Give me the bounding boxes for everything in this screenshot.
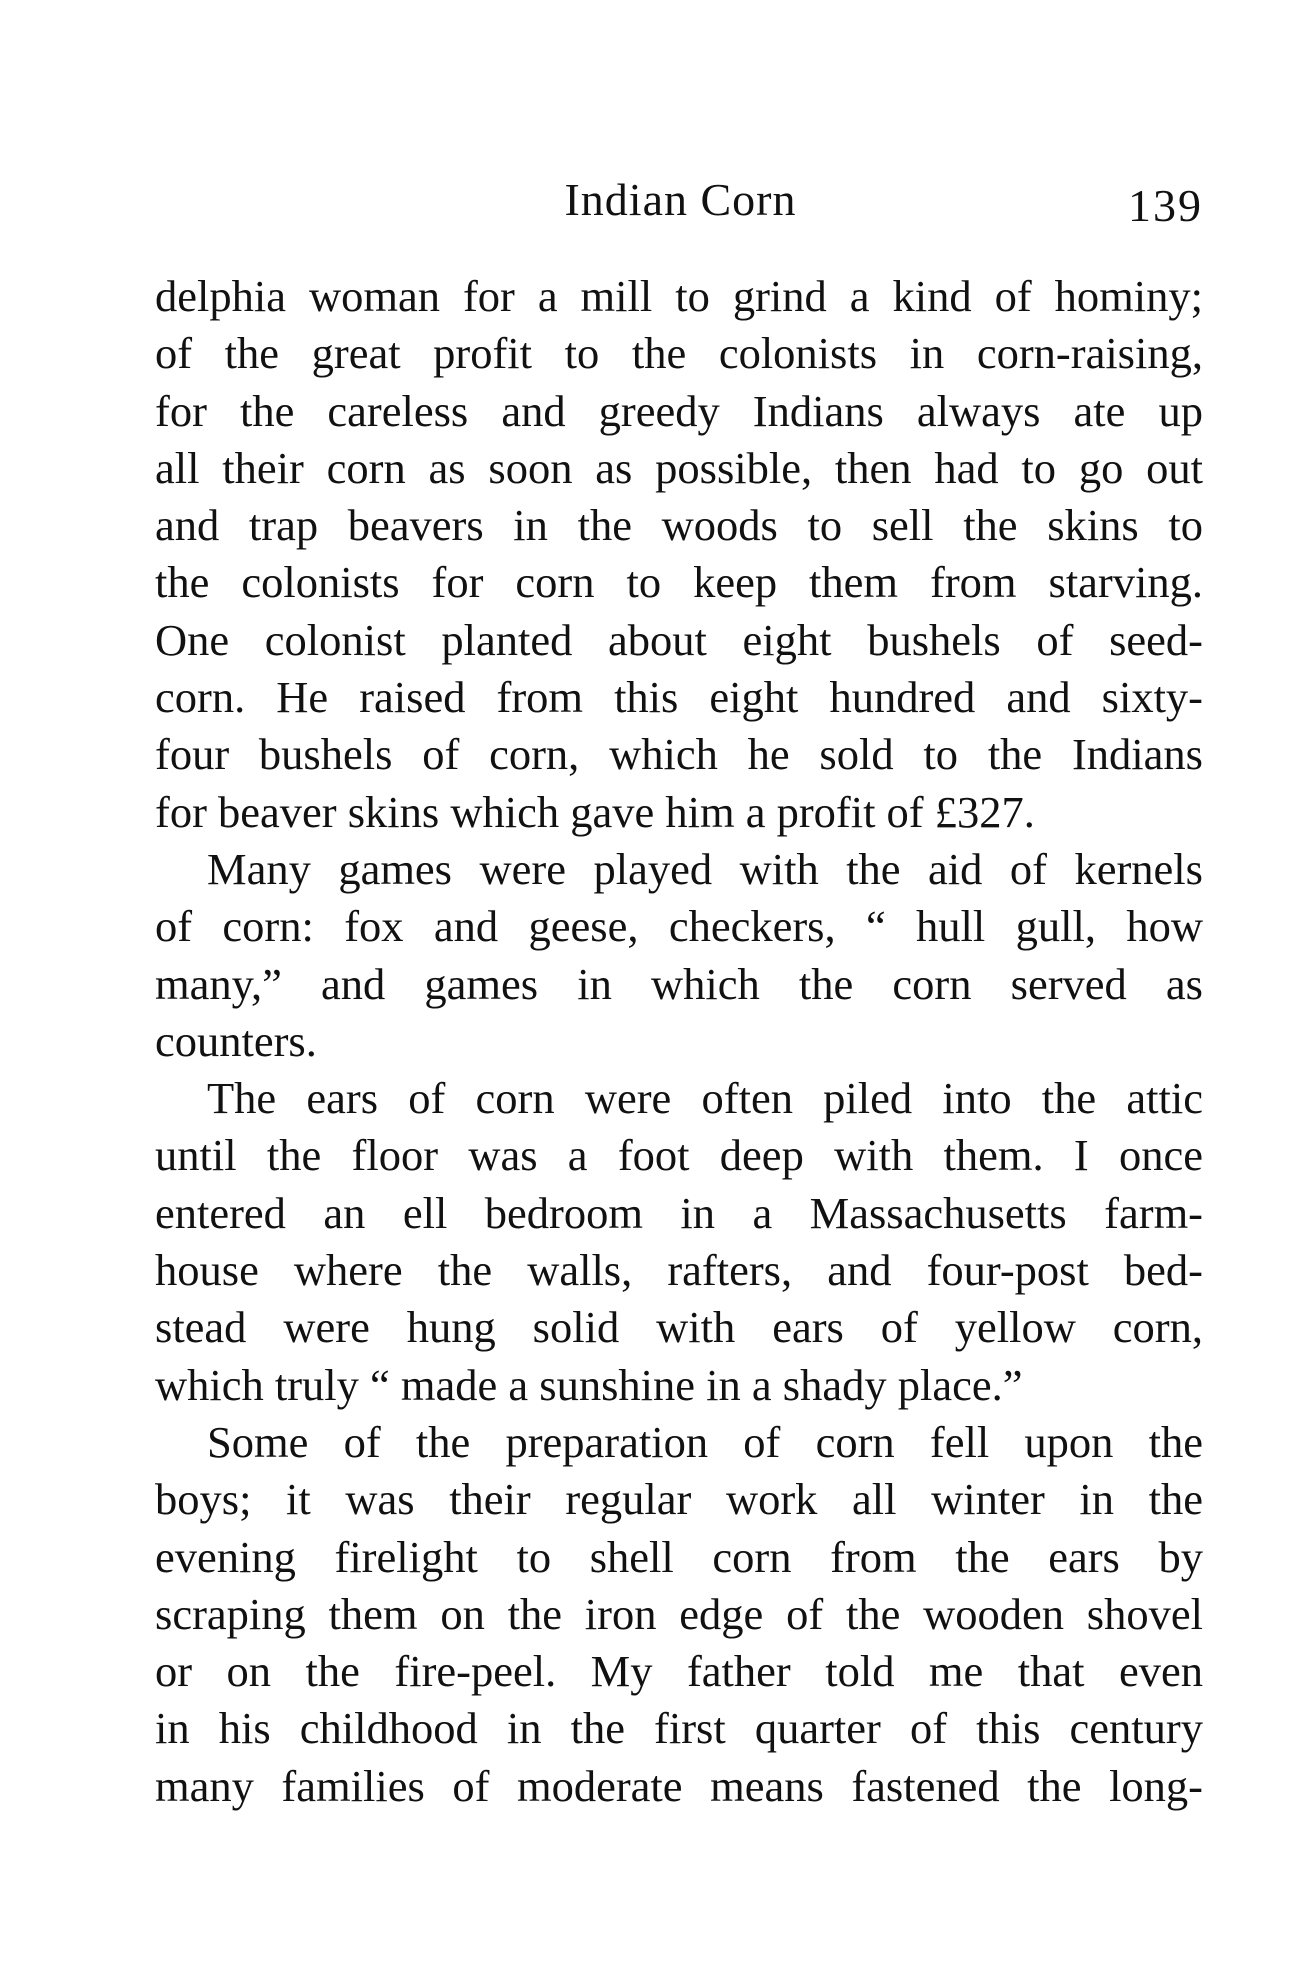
text-line: stead were hung solid with ears of yellow corn, xyxy=(155,1302,1203,1353)
text-line: for the careless and greedy Indians always ate up xyxy=(155,385,1203,436)
text-line: the colonists for corn to keep them from starving. xyxy=(155,557,1203,608)
text-line: entered an ell bedroom in a Massachusetts farm- xyxy=(155,1187,1203,1238)
text-line: for beaver skins which gave him a profit of £327. xyxy=(155,786,1035,837)
text-line: delphia woman for a mill to grind a kind of hominy; xyxy=(155,271,1203,321)
text-line: counters. xyxy=(155,1015,317,1066)
text-line: which truly “ made a sunshine in a shady place.” xyxy=(155,1359,1023,1410)
text-line: in his childhood in the first quarter of this century xyxy=(155,1703,1203,1754)
running-title: Indian Corn xyxy=(564,174,797,225)
page-number: 139 xyxy=(1128,180,1203,231)
text-line: and trap beavers in the woods to sell the skins to xyxy=(155,500,1203,551)
text-line: Many games were played with the aid of kernels xyxy=(207,843,1203,894)
running-head xyxy=(158,170,1203,230)
body-text xyxy=(155,268,1203,1815)
text-line: boys; it was their regular work all winter in the xyxy=(155,1474,1203,1525)
text-line: One colonist planted about eight bushels of seed- xyxy=(155,614,1203,665)
text-line: scraping them on the iron edge of the wooden shovel xyxy=(155,1588,1203,1639)
text-line: corn. He raised from this eight hundred and sixty- xyxy=(155,672,1203,723)
text-line: or on the fire-peel. My father told me that even xyxy=(155,1646,1203,1697)
text-line: four bushels of corn, which he sold to the Indians xyxy=(155,729,1203,780)
text-line: until the floor was a foot deep with them. I once xyxy=(155,1130,1203,1181)
text-line: house where the walls, rafters, and four-post bed- xyxy=(155,1245,1203,1296)
text-line: The ears of corn were often piled into the attic xyxy=(207,1073,1203,1124)
text-line: all their corn as soon as possible, then had to go out xyxy=(155,442,1203,493)
text-line: evening firelight to shell corn from the ears by xyxy=(155,1531,1203,1582)
text-line: many families of moderate means fastened the long- xyxy=(155,1760,1203,1811)
text-line: of corn: fox and geese, checkers, “ hull gull, how xyxy=(155,901,1203,952)
text-line: of the great profit to the colonists in corn-raising, xyxy=(155,328,1203,379)
text-line: many,” and games in which the corn served as xyxy=(155,958,1203,1009)
text-line: Some of the preparation of corn fell upon the xyxy=(207,1416,1203,1467)
